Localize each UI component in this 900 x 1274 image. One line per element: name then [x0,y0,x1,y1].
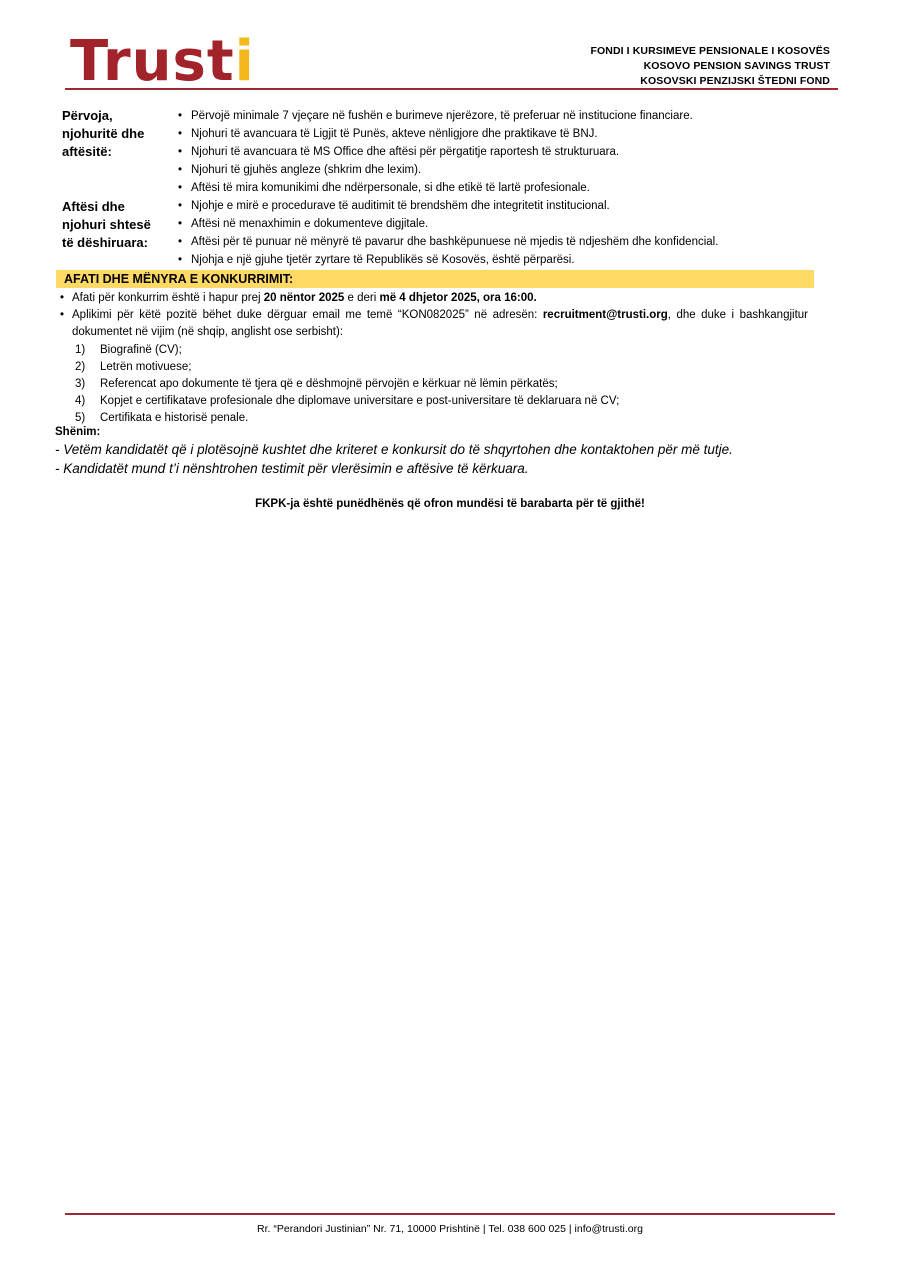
label-experience [62,107,174,161]
application-text: Aplikimi për këtë pozitë bëhet duke dërguar email me temë “KON082025” në adresën: [72,309,543,321]
document-number: 5) [75,412,86,424]
requirement-item: • Njohuri të avancuara të Ligjit të Punës, akteve nënligjore dhe praktikave të BNJ. [178,125,718,143]
trusti-logo [70,29,255,94]
document-text: Letrën motivuese; [100,361,192,373]
logo-text-main: Trust [70,29,235,94]
organization-names [590,44,830,89]
document-text: Biografinë (CV); [100,344,182,356]
deadline-start-date: 20 nëntor 2025 [263,292,345,304]
deadline-item [60,290,808,307]
document-item [75,393,619,410]
footer-divider [65,1213,835,1215]
requirement-item: • Njohje e mirë e procedurave të auditimit të brendshëm dhe integritetit institucional. [178,197,718,215]
note-heading: Shënim: [55,426,101,438]
document-number: 3) [75,378,86,390]
deadline-text: e deri [344,292,380,304]
label-experience-line: Përvoja, [62,108,113,123]
footer-contact: Rr. “Perandori Justinian” Nr. 71, 10000 Prishtinë | Tel. 038 600 025 | info@trusti.org [257,1223,643,1235]
document-text: Referencat apo dokumente të tjera që e dëshmojnë përvojën e kërkuar në lëmin përkatës; [100,378,558,390]
document-item [75,376,619,393]
requirement-item: • Njohja e një gjuhe tjetër zyrtare të Republikës së Kosovës, është përparësi. [178,251,718,269]
label-experience-line: aftësitë: [62,144,112,159]
document-item [75,410,619,427]
requirement-item: • Aftësi për të punuar në mënyrë të pavarur dhe bashkëpunuese në mjedis të ndjeshëm dhe konfidencial. [178,233,718,251]
label-additional-line: të dëshiruara: [62,235,148,250]
requirement-item: • Aftësi në menaxhimin e dokumenteve digjitale. [178,215,718,233]
deadline-heading: AFATI DHE MËNYRA E KONKURRIMIT: [56,270,814,288]
header-divider [65,88,838,90]
recruitment-email: recruitment@trusti.org [542,309,668,321]
document-item [75,359,619,376]
label-additional-skills [62,198,174,252]
requirements-list [178,107,718,269]
label-additional-line: Aftësi dhe [62,199,125,214]
requirement-item: • Përvojë minimale 7 vjeçare në fushën e burimeve njerëzore, të preferuar në institucione financiare. [178,107,718,125]
document-text: Kopjet e certifikatave profesionale dhe diplomave universitare e post-universitare të deklaruara në CV; [100,395,620,407]
document-number: 2) [75,361,86,373]
application-item [60,307,808,341]
logo-text-i: i [234,29,255,94]
label-experience-line: njohuritë dhe [62,126,145,141]
required-documents-list [75,342,619,427]
requirement-item: • Njohuri të avancuara të MS Office dhe aftësi për përgatitje raportesh të strukturuara. [178,143,718,161]
document-item [75,342,619,359]
org-name-english: KOSOVO PENSION SAVINGS TRUST [643,60,830,72]
requirement-item: • Aftësi të mira komunikimi dhe ndërpersonale, si dhe etikë të lartë profesionale. [178,179,718,197]
note-line: - Vetëm kandidatët që i plotësojnë kushtet dhe kriteret e konkursit do të shqyrtohen dhe kontaktohen për më tutje. [55,442,733,457]
deadline-end-date: më 4 dhjetor 2025, ora 16:00. [379,292,537,304]
deadline-list [60,290,808,341]
deadline-text: Afati për konkurrim është i hapur prej [72,292,264,304]
document-text: Certifikata e historisë penale. [100,412,249,424]
note-line: - Kandidatët mund t’i nënshtrohen testimit për vlerësimin e aftësive të kërkuara. [55,461,529,476]
document-number: 4) [75,395,86,407]
org-name-albanian: FONDI I KURSIMEVE PENSIONALE I KOSOVËS [590,45,830,57]
equal-opportunity-statement: FKPK-ja është punëdhënës që ofron mundësi të barabarta për të gjithë! [255,498,645,510]
label-additional-line: njohuri shtesë [62,217,151,232]
org-name-serbian: KOSOVSKI PENZIJSKI ŠTEDNI FOND [640,75,830,87]
document-number: 1) [75,344,86,356]
application-text: , dhe duke i bashkangjitur dokumentet në vijim (në shqip, anglisht ose serbisht): [72,309,808,338]
requirement-item: • Njohuri të gjuhës angleze (shkrim dhe lexim). [178,161,718,179]
